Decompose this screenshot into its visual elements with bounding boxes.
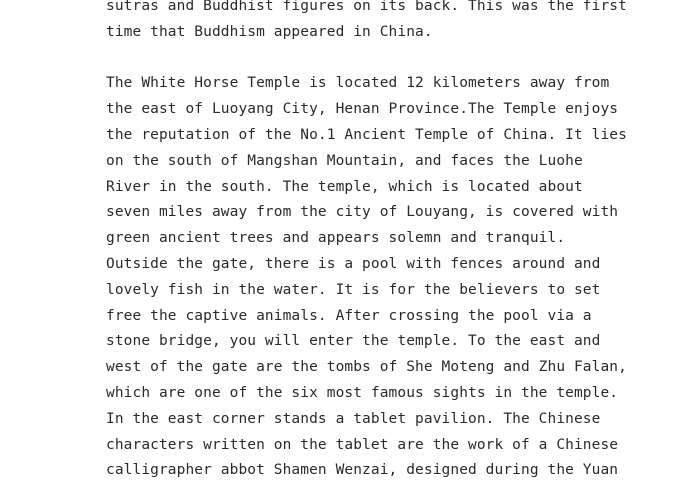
text-line: which are one of the six most famous sights in the temple. bbox=[106, 384, 619, 401]
paragraph-spacer bbox=[106, 46, 686, 72]
text-line: calligrapher abbot Shamen Wenzai, designed during the Yuan bbox=[106, 462, 619, 479]
paragraph-2 bbox=[106, 71, 686, 484]
text-line: River in the south. The temple, which is located about bbox=[106, 178, 583, 195]
text-line: green ancient trees and appears solemn and tranquil. bbox=[106, 230, 566, 247]
text-line: free the captive animals. After crossing the pool via a bbox=[106, 307, 592, 324]
text-line: west of the gate are the tombs of She Moteng and Zhu Falan, bbox=[106, 359, 627, 376]
text-line: the reputation of the No.1 Ancient Temple of China. It lies bbox=[106, 126, 627, 143]
text-line: Outside the gate, there is a pool with fences around and bbox=[106, 255, 601, 272]
text-line: on the south of Mangshan Mountain, and faces the Luohe bbox=[106, 152, 583, 169]
text-line: stone bridge, you will enter the temple. To the east and bbox=[106, 333, 601, 350]
text-line: lovely fish in the water. It is for the believers to set bbox=[106, 281, 601, 298]
text-line: characters written on the tablet are the work of a Chinese bbox=[106, 436, 619, 453]
text-line: sutras and Buddhist figures on its back. This was the first bbox=[106, 0, 627, 14]
text-line: The White Horse Temple is located 12 kilometers away from bbox=[106, 75, 610, 92]
document-body bbox=[106, 0, 686, 484]
paragraph-1 bbox=[106, 0, 686, 46]
text-line: the east of Luoyang City, Henan Province.The Temple enjoys bbox=[106, 101, 619, 118]
text-line: In the east corner stands a tablet pavilion. The Chinese bbox=[106, 410, 601, 427]
text-line: seven miles away from the city of Louyang, is covered with bbox=[106, 204, 619, 221]
text-line: time that Buddhism appeared in China. bbox=[106, 23, 433, 40]
